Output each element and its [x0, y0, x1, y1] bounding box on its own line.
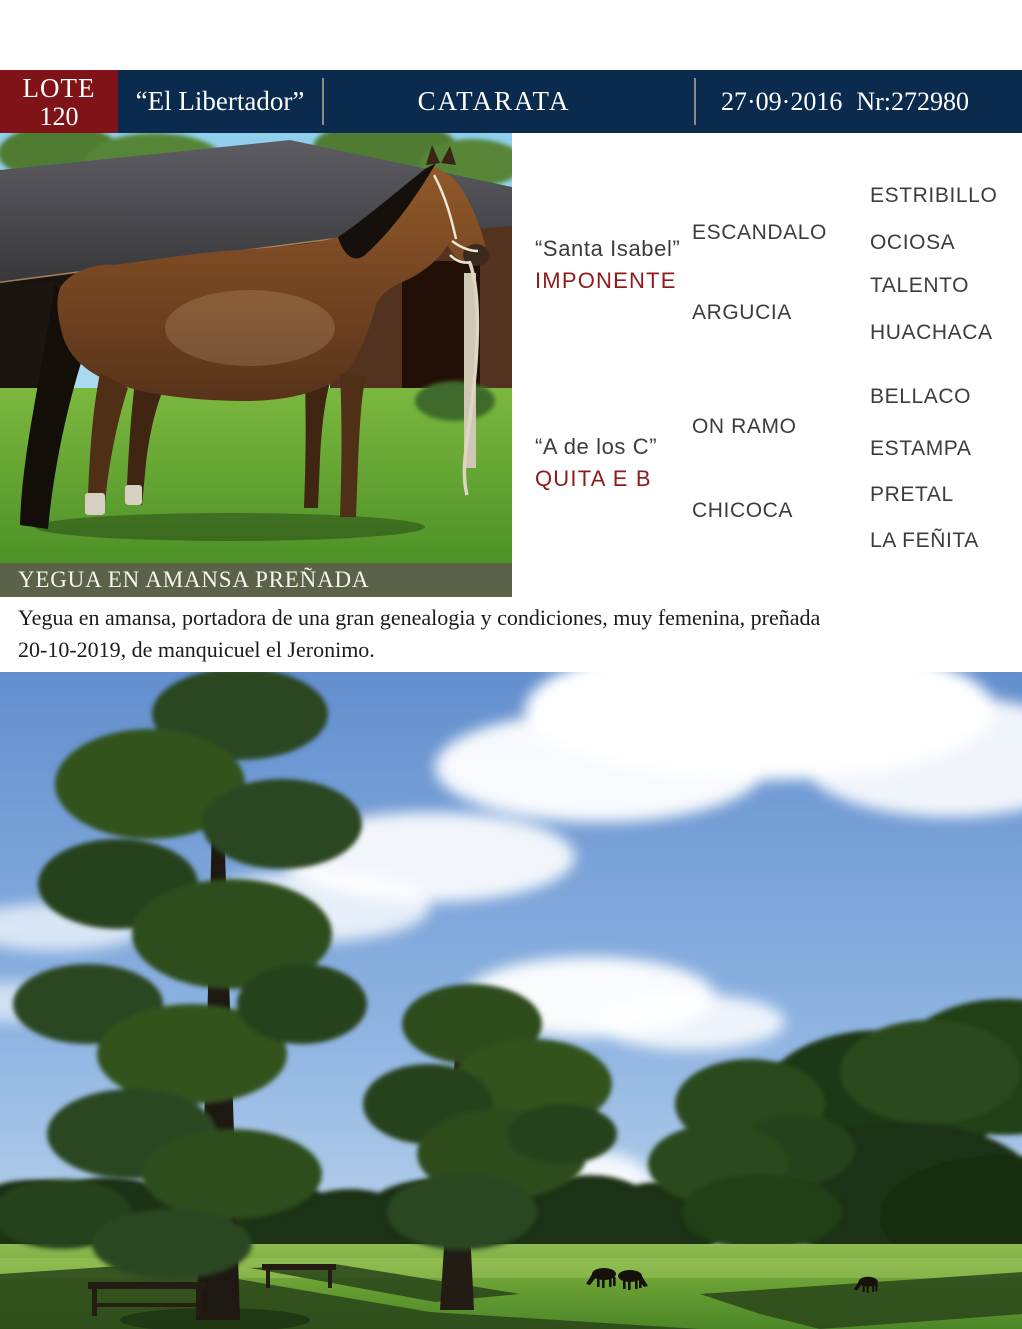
dam-name: QUITA E B: [535, 466, 652, 491]
pedigree-gen3-name: TALENTO: [870, 274, 970, 297]
pasture-scene: [0, 672, 1022, 1329]
dam-name: IMPONENTE: [535, 268, 677, 293]
pedigree-gen3-name: BELLACO: [870, 385, 972, 408]
dam-title: “Santa Isabel”: [535, 236, 681, 261]
dam-title: “A de los C”: [535, 434, 658, 459]
description-line: Yegua en amansa, portadora de una gran genealogia y condiciones, muy femenina, preñada: [18, 605, 821, 630]
pedigree-gen2-name: ARGUCIA: [692, 301, 792, 324]
sale-date-and-number: [695, 70, 995, 133]
pedigree-gen3-name: HUACHACA: [870, 321, 993, 344]
lote-label: LOTE: [22, 73, 96, 103]
category-ribbon: YEGUA EN AMANSA PREÑADA: [0, 563, 512, 597]
pedigree-gen2-name: ON RAMO: [692, 415, 797, 438]
description-line: 20-10-2019, de manquicuel el Jeronimo.: [18, 637, 375, 662]
header-bar: [0, 70, 1022, 133]
lot-description: [18, 602, 1008, 666]
white-sock: [85, 493, 105, 515]
pedigree-gen3-name: ESTRIBILLO: [870, 184, 998, 207]
pedigree-gen2-name: ESCANDALO: [692, 221, 827, 244]
white-sock: [125, 485, 142, 505]
breeder-name: “El Libertador”: [135, 86, 305, 116]
pedigree-gen3-name: PRETAL: [870, 483, 954, 506]
landscape-photo: [0, 672, 1022, 1329]
lote-number: 120: [39, 102, 79, 131]
pedigree-gen3-name: ESTAMPA: [870, 437, 972, 460]
horse-photo-scene: [0, 133, 512, 563]
pedigree-panel: [512, 133, 1022, 563]
horse-shadow: [35, 513, 425, 541]
registration-number: Nr:272980: [856, 87, 969, 116]
pedigree-gen2-name: CHICOCA: [692, 499, 794, 522]
sale-date: 27·09·2016: [721, 87, 843, 116]
pedigree-gen3-name: OCIOSA: [870, 231, 956, 254]
lote-badge: [0, 70, 118, 133]
bush: [415, 381, 495, 421]
horse-photo: [0, 133, 512, 563]
horse-name: CATARATA: [417, 86, 571, 116]
pedigree-gen3-name: LA FEÑITA: [870, 529, 979, 552]
